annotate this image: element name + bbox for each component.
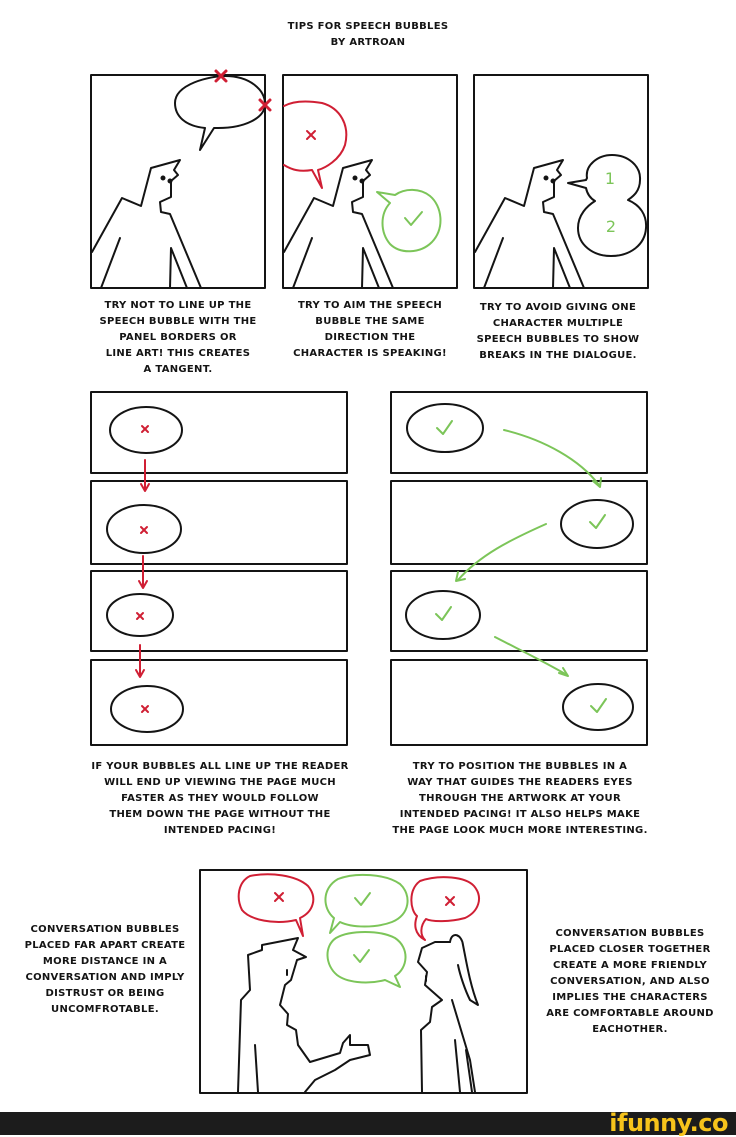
panel-tangent (91, 75, 265, 288)
bubble-right-1 (407, 404, 483, 452)
bubble-right-3 (406, 591, 480, 639)
caption-far-apart: CONVERSATION BUBBLES PLACED FAR APART CREATE MORE DISTANCE IN A CONVERSATION AND IMPLY DISTRUST OR BEING UNCOMFROTABLE. (24, 924, 186, 1015)
guide-arrow-1 (504, 430, 599, 485)
tangent-bubble (175, 76, 265, 150)
caption-aim: TRY TO AIM THE SPEECH BUBBLE THE SAME DIRECTION THE CHARACTER IS SPEAKING! (293, 300, 447, 359)
watermark-bar (0, 1109, 736, 1137)
far-bubble-man (239, 874, 314, 936)
panel-multiple (474, 75, 648, 288)
wrong-direction-bubble (284, 101, 346, 188)
close-bubble-bottom (327, 932, 405, 987)
caption-guided: TRY TO POSITION THE BUBBLES IN A WAY THAT GUIDES THE READERS EYES THROUGH THE ARTWORK AT YOUR INTENDED PACING! IT ALSO HELPS MAKE THE PAGE LOOK MUCH MORE INTERESTING. (392, 761, 648, 836)
bubble-right-4 (563, 684, 633, 730)
bubble-number-1: 1 (604, 169, 616, 188)
man-figure-1 (92, 160, 201, 288)
bubble-left-4 (111, 686, 183, 732)
downward-arrows (136, 460, 149, 677)
man-figure-3 (475, 160, 584, 288)
panel-aim (283, 75, 457, 288)
bubble-number-2: 2 (605, 217, 617, 236)
x-mark-panel2 (307, 131, 315, 139)
caption-lined-up: IF YOUR BUBBLES ALL LINE UP THE READER WILL END UP VIEWING THE PAGE MUCH FASTER AS THEY WOULD FOLLOW THEM DOWN THE PAGE WITHOUT THE INTENDED PACING! (91, 761, 349, 836)
byline: BY ARTROAN (330, 37, 406, 48)
ifunny-logo[interactable]: ifunny.co (609, 1109, 728, 1137)
caption-close-together: CONVERSATION BUBBLES PLACED CLOSER TOGETHER CREATE A MORE FRIENDLY CONVERSATION, AND ALSO IMPLIES THE CHARACTERS ARE COMFORTABLE AROUND EACHOTHER. (546, 928, 714, 1035)
check-close-bottom (354, 950, 369, 962)
woman-figure-conversation (418, 935, 478, 1092)
x-mark-far-woman (446, 897, 454, 905)
bubble-right-2 (561, 500, 633, 548)
x-mark-far-man (275, 893, 283, 901)
check-close-top (355, 893, 370, 905)
man-figure-conversation (238, 938, 370, 1092)
close-bubble-top (325, 875, 407, 933)
guide-arrow-3 (495, 637, 567, 675)
correct-direction-bubble (377, 190, 440, 251)
caption-multiple: TRY TO AVOID GIVING ONE CHARACTER MULTIPLE SPEECH BUBBLES TO SHOW BREAKS IN THE DIALOGUE. (476, 302, 640, 361)
far-bubble-woman (411, 877, 479, 940)
check-panel2 (405, 212, 422, 225)
title-line: TIPS FOR SPEECH BUBBLES (287, 21, 449, 32)
check-marks-right (436, 421, 606, 712)
caption-tangent: TRY NOT TO LINE UP THE SPEECH BUBBLE WITH THE PANEL BORDERS OR LINE ART! THIS CREATES A TANGENT. (99, 300, 257, 375)
man-figure-2 (284, 160, 393, 288)
